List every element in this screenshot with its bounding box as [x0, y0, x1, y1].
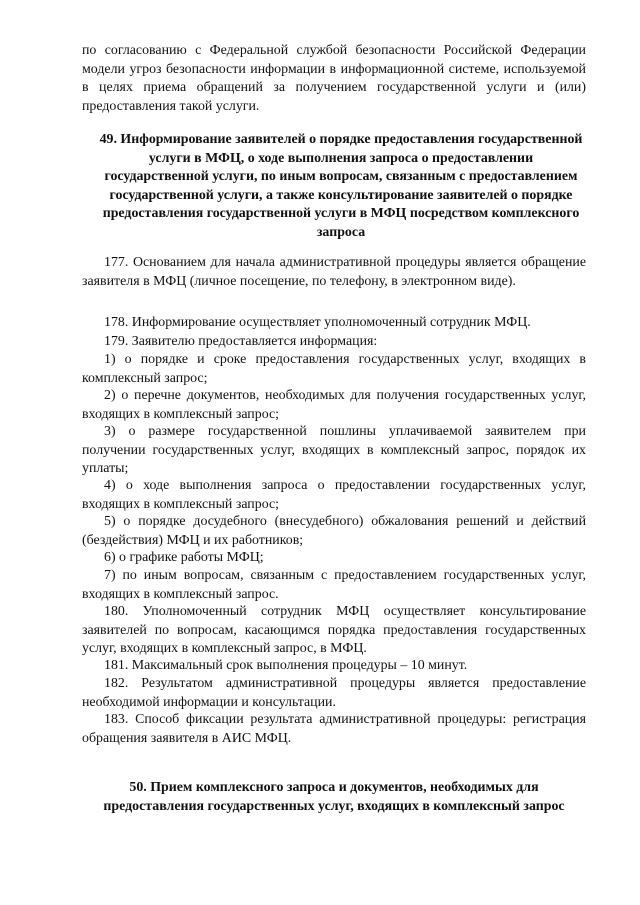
paragraph-182: 182. Результатом административной процедуры является предоставление необходимой информации и консультации.	[82, 676, 586, 710]
list-item-6: 6) о графике работы МФЦ;	[104, 550, 264, 565]
list-item-3: 3) о размере государственной пошлины уплачиваемой заявителем при получении государственных услуг, входящих в комплексный запрос, порядок их уплаты;	[82, 424, 586, 477]
paragraph-179: 179. Заявителю предоставляется информация:	[104, 334, 378, 349]
section-49-title: 49. Информирование заявителей о порядке предоставления государственной услуги в МФЦ, о ходе выполнения запроса о предоставлении государственной услуги, по иным вопросам, связанным с предоставлением государственной услуги, а также консультирование заявителей о порядке предоставления государственной услуги в МФЦ посредством комплексного запроса	[99, 132, 583, 240]
top-paragraph: по согласованию с Федеральной службой безопасности Российской Федерации модели угроз безопасности информации в информационной системе, используемой в целях приема обращений за получением государственной услуги и (или) предоставления такой услуги.	[82, 43, 586, 114]
paragraph-183: 183. Способ фиксации результата административной процедуры: регистрация обращения заявителя в АИС МФЦ.	[82, 712, 586, 746]
list-item-2: 2) о перечне документов, необходимых для получения государственных услуг, входящих в комплексный запрос;	[82, 388, 586, 422]
paragraph-177: 177. Основанием для начала административной процедуры является обращение заявителя в МФЦ (личное посещение, по телефону, в электронном виде).	[82, 255, 586, 289]
list-item-7: 7) по иным вопросам, связанным с предоставлением государственных услуг, входящих в комплексный запрос.	[82, 568, 586, 602]
list-item-4: 4) о ходе выполнения запроса о предоставлении государственных услуг, входящих в комплексный запрос;	[82, 478, 586, 512]
paragraph-181: 181. Максимальный срок выполнения процедуры – 10 минут.	[104, 658, 468, 673]
paragraph-180: 180. Уполномоченный сотрудник МФЦ осуществляет консультирование заявителей по вопросам, касающимся порядка предоставления государственных услуг, входящих в комплексный запрос, в МФЦ.	[82, 604, 586, 657]
paragraph-178: 178. Информирование осуществляет уполномоченный сотрудник МФЦ.	[104, 315, 531, 330]
list-item-1: 1) о порядке и сроке предоставления государственных услуг, входящих в комплексный запрос;	[82, 352, 586, 386]
list-item-5: 5) о порядке досудебного (внесудебного) обжалования решений и действий (бездействия) МФЦ и их работников;	[82, 514, 586, 548]
section-50-title: 50. Прием комплексного запроса и документов, необходимых для предоставления государственных услуг, входящих в комплексный запрос	[103, 780, 565, 814]
